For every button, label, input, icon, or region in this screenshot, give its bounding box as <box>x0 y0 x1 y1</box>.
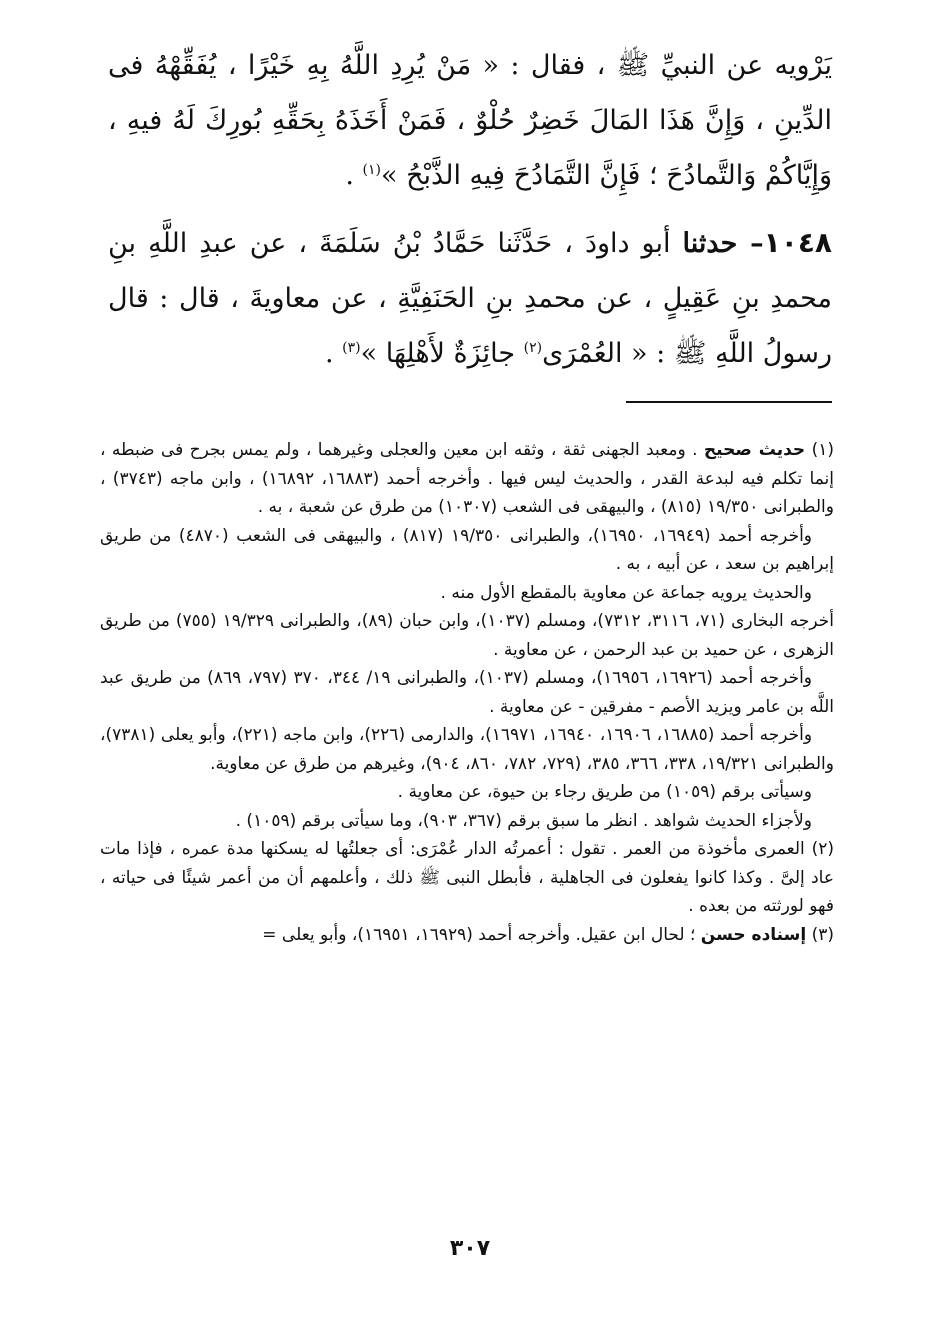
footnote-1-paragraph-5: وأخرجه أحمد (١٦٩٢٦، ١٦٩٥٦)، ومسلم (١٠٣٧)، والطبرانى ١٩/ ٣٤٤، ٣٧٠ (٧٩٧، ٨٦٩) من طريق عبد اللَّه بن عامر ويزيد الأصم - مفرقين - عن معاوية . <box>100 668 834 717</box>
footnote-3 <box>100 921 834 950</box>
hadith-1-text: يَرْويه عن النبيِّ ﷺ ، فقال : « مَنْ يُرِدِ اللَّهُ بِهِ خَيْرًا ، يُفَقِّهْهُ فى الدِّينِ ، وَإِنَّ هَذَا المَالَ خَضِرٌ حُلْوٌ ، فَمَنْ أَخَذَهُ بِحَقِّهِ بُورِكَ لَهُ فيهِ ، وَإِيَّاكُمْ وَالتَّمادُحَ ؛ فَإِنَّ التَّمَادُحَ فِيهِ الذَّبْحُ » <box>108 50 832 191</box>
hadith-1-end: . <box>345 160 363 191</box>
footnote-2 <box>100 835 834 921</box>
footnote-1-grade: حديث صحيح <box>703 440 806 460</box>
hadith-2-text-2: جائِزَةٌ لأَهْلِهَا » <box>360 338 524 369</box>
footnote-3-grade: إسناده حسن <box>700 924 807 945</box>
hadith-number: ١٠٤٨ <box>763 226 832 259</box>
footnote-1-paragraph-3: والحديث يرويه جماعة عن معاوية بالمقطع الأول منه . <box>440 582 812 603</box>
page-number: ٣٠٧ <box>449 1236 491 1261</box>
hadith-2-text-1: أبو داودَ ، حَدَّثَنا حَمَّادُ بْنُ سَلَمَةَ ، عن عبدِ اللَّهِ بنِ محمدِ بنِ عَقِيلٍ ، عن محمدِ بنِ الحَنَفِيَّةِ ، عن معاويةَ ، قال : قال رسولُ اللَّهِ ﷺ : « العُمْرَى <box>108 228 832 369</box>
footnote-2-text: العمرى مأخوذة من العمر . تقول : أعمرتُه الدار عُمْرَى: أى جعلتُها له يسكنها مدة عمره ، فإذا مات عاد إلىَّ . وكذا كانوا يفعلون فى الجاهلية ، فأبطل النبى ﷺ ذلك ، وأعلمهم أن من أعمر شيئًا فى حياته ، فهو لورثته من بعده . <box>100 839 834 916</box>
main-text <box>108 38 832 381</box>
footnotes <box>100 436 834 949</box>
footnote-ref-3: (٣) <box>342 340 361 356</box>
footnote-ref-2: (٢) <box>523 340 543 356</box>
footnote-3-label: (٣) <box>806 924 834 945</box>
footnote-1-text: . ومعبد الجهنى ثقة ، وثقه ابن معين والعجلى وغيرهما ، ولم يمس بجرح فى ضبطه ، إنما تكلم فيه لبدعة القدر ، والحديث ليس فيها . وأخرجه أحمد (١٦٨٨٣، ١٦٨٩٢) ، وابن ماجه (٣٧٤٣) ، والطبرانى ١٩/٣٥٠ (٨١٥) ، والبيهقى فى الشعب (١٠٣٠٧) من طرق عن شعبة ، به . <box>100 440 834 517</box>
footnote-1 <box>100 436 834 522</box>
footnote-1-paragraph-6: وأخرجه أحمد (١٦٨٨٥، ١٦٩٠٦، ١٦٩٤٠، ١٦٩٧١)، والدارمى (٢٢٦)، وابن ماجه (٢٢١)، وأبو يعلى (٧٣٨١)، والطبرانى ١٩/٣٢١، ٣٣٨، ٣٦٦، ٣٨٥، (٧٢٩، ٧٨٢، ٨٦٠، ٩٠٤)، وغيرهم من طرق عن معاوية. <box>100 725 834 774</box>
footnote-1-paragraph-8: ولأجزاء الحديث شواهد . انظر ما سبق برقم (٣٦٧، ٩٠٣)، وما سيأتى برقم (١٠٥٩) . <box>235 810 812 831</box>
hadith-paragraph-1 <box>108 38 832 203</box>
footnote-1-paragraph-4: أخرجه البخارى (٧١، ٣١١٦، ٧٣١٢)، ومسلم (١٠٣٧)، وابن حبان (٨٩)، والطبرانى ١٩/٣٢٩ (٧٥٥) من طريق الزهرى ، عن حميد بن عبد الرحمن ، عن معاوية . <box>100 611 835 660</box>
footnote-3-text: ؛ لحال ابن عقيل. وأخرجه أحمد (١٦٩٢٩، ١٦٩٥١)، وأبو يعلى = <box>262 924 701 945</box>
hadith-2-end: . <box>324 338 343 369</box>
footnote-ref-1: (١) <box>362 162 382 178</box>
hadith-lead: – حدثنا <box>682 228 764 259</box>
footnote-1-paragraph-2: وأخرجه أحمد (١٦٩٤٩، ١٦٩٥٠)، والطبرانى ١٩/٣٥٠ (٨١٧) ، والبيهقى فى الشعب (٤٨٧٠) من طريق إبراهيم بن سعد ، عن أبيه ، به . <box>100 525 834 574</box>
footnote-divider <box>626 401 832 403</box>
footnote-2-label: (٢) <box>804 839 834 859</box>
footnote-1-label: (١) <box>805 440 834 460</box>
hadith-paragraph-2 <box>108 215 832 381</box>
footnote-1-paragraph-7: وسيأتى برقم (١٠٥٩) من طريق رجاء بن حيوة، عن معاوية . <box>397 782 812 802</box>
